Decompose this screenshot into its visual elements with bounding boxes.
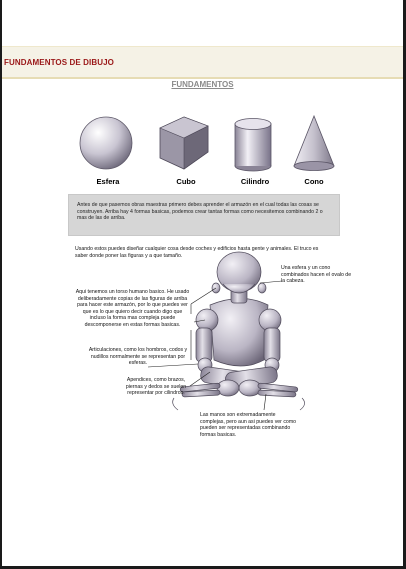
shape-label-cone: Cono xyxy=(304,177,324,186)
annotation-torso: Aqui tenemos un torso humano basico. He usado deliberadamente copias de las figuras de arriba para hacer este armazón, por lo que puedes ver que es lo que quiero decir cuando digo que incluso la forma mas compleja puede descomponerse en estas formas basicas. xyxy=(75,289,190,328)
annotation-joints: Articulaciones, como los hombros, codos y nudillos normalmente se representan por esferas. xyxy=(88,347,188,366)
annotation-hands: Las manos son extremadamente complejas, pero aun asi puedes ver como pueden ser representadas combinando formas basicas. xyxy=(200,412,297,438)
shape-label-cube: Cubo xyxy=(176,177,196,186)
torso-shape xyxy=(210,299,268,367)
section-title: FUNDAMENTOS xyxy=(171,80,234,89)
annotation-limbs: Apendices, como brazos, piernas y dedos se suelen representar por cilindros. xyxy=(125,377,187,396)
shape-label-cylinder: Cilindro xyxy=(240,177,270,186)
document-title: FUNDAMENTOS DE DIBUJO xyxy=(4,58,114,67)
left-upper-arm-shape xyxy=(196,328,212,362)
intro-paragraph: Antes de que pasemos obras maestras primero debes aprender el armazón en el cual todas las cosas se construyen. Arriba hay 4 formas basicas, podemos crear tantas formas como necesitemos combinando 2 o mas de las de arriba. xyxy=(77,202,323,222)
right-hand-shape xyxy=(217,380,239,396)
body-paragraph: Usando estos puedes diseñar cualquier cosa desde coches y edificios hasta gente y animales. El truco es saber donde poner las figuras y a que tamaño. xyxy=(75,246,319,259)
document-page xyxy=(2,0,403,566)
right-upper-arm-shape xyxy=(264,328,280,362)
right-ear-shape xyxy=(258,283,266,293)
left-hand-shape xyxy=(239,380,261,396)
annotation-head: Una esfera y un cono combinados hacen el ovalo de la cabeza. xyxy=(281,265,352,284)
shape-label-sphere: Esfera xyxy=(96,177,120,186)
